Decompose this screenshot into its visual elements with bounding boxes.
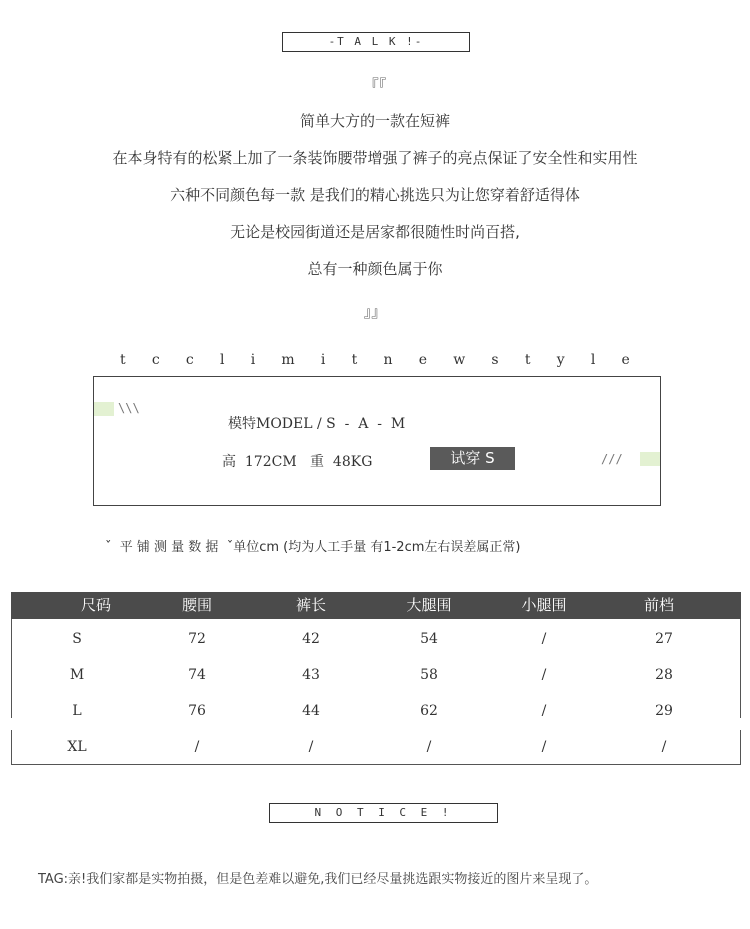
table-cell: M (69, 667, 85, 683)
slash-deco-left: \\\ (118, 401, 140, 415)
table-border-right (740, 619, 741, 765)
table-header (11, 592, 741, 619)
table-cell: / (308, 739, 314, 755)
size-table (11, 592, 741, 765)
table-cell: S (72, 631, 82, 647)
table-border-gap-right (739, 718, 741, 730)
brand-letter: n (383, 352, 393, 368)
brand-letter: e (418, 352, 427, 368)
model-size-line: 模特MODEL / S - A - M (228, 416, 406, 432)
table-cell: / (541, 631, 547, 647)
tryon-size-badge: 试穿 S (430, 447, 515, 470)
header-thigh: 大腿围 (406, 596, 452, 614)
brand-letters (120, 352, 630, 368)
table-cell: 42 (302, 631, 320, 647)
quote-open: 『『 (363, 76, 387, 94)
green-accent-right (640, 452, 660, 466)
header-size: 尺码 (80, 596, 111, 614)
table-cell: 58 (420, 667, 438, 683)
header-rise: 前档 (643, 596, 674, 614)
tag-note: TAG:亲!我们家都是实物拍摄，但是色差难以避免,我们已经尽量挑选跟实物接近的图片来呈现了。 (38, 872, 598, 887)
table-cell: / (541, 703, 547, 719)
table-cell: 72 (188, 631, 206, 647)
measure-note: ˇ 平 铺 测 量 数 据 ˇ单位cm (均为人工手量 有1-2cm左右误差属正常) (105, 540, 521, 555)
brand-letter: i (320, 352, 326, 368)
table-border-gap-left (11, 718, 13, 730)
green-accent-left (94, 402, 114, 416)
table-cell: 74 (188, 667, 206, 683)
table-border-left (11, 619, 12, 765)
header-length: 裤长 (295, 596, 326, 614)
table-cell: / (661, 739, 667, 755)
talk-title: -T A L K !- (328, 35, 424, 48)
notice-title-box (269, 803, 498, 823)
brand-letter: t (524, 352, 531, 368)
quote-close: 』』 (363, 303, 387, 321)
slash-deco-right: /// (601, 452, 623, 466)
table-cell: 27 (655, 631, 673, 647)
table-cell: 44 (302, 703, 320, 719)
table-cell: / (541, 739, 547, 755)
table-cell: 54 (420, 631, 438, 647)
brand-letter: w (453, 352, 466, 368)
brand-letter: c (185, 352, 194, 368)
table-cell: / (541, 667, 547, 683)
intro-line-5: 总有一种颜色属于你 (307, 260, 443, 278)
brand-letter: i (250, 352, 256, 368)
brand-letter: l (590, 352, 596, 368)
intro-line-1: 简单大方的一款在短裤 (299, 112, 450, 130)
table-cell: / (194, 739, 200, 755)
table-cell: L (72, 703, 82, 719)
brand-letter: s (491, 352, 499, 368)
table-cell: 43 (302, 667, 320, 683)
model-info-box (93, 376, 661, 506)
intro-line-2: 在本身特有的松紧上加了一条装饰腰带增强了裤子的亮点保证了安全性和实用性 (112, 149, 638, 167)
table-cell: XL (67, 739, 87, 755)
intro-line-3: 六种不同颜色每一款 是我们的精心挑选只为让您穿着舒适得体 (170, 186, 580, 204)
intro-line-4: 无论是校园街道还是居家都很随性时尚百搭, (230, 223, 520, 241)
table-cell: 62 (420, 703, 438, 719)
brand-letter: m (281, 352, 295, 368)
header-calf: 小腿围 (521, 596, 567, 614)
table-cell: 28 (655, 667, 673, 683)
header-waist: 腰围 (181, 596, 212, 614)
model-stats-line: 高 172CM 重 48KG (222, 454, 373, 470)
table-border-bottom (11, 764, 741, 765)
brand-letter: e (621, 352, 630, 368)
table-cell: / (426, 739, 432, 755)
brand-letter: t (120, 352, 126, 368)
brand-letter: t (351, 352, 358, 368)
brand-letter: y (556, 352, 565, 368)
notice-title: N O T I C E ! (314, 806, 453, 819)
brand-letter: l (219, 352, 225, 368)
table-cell: 29 (655, 703, 673, 719)
brand-letter: c (151, 352, 160, 368)
talk-title-box (282, 32, 470, 52)
table-cell: 76 (188, 703, 206, 719)
